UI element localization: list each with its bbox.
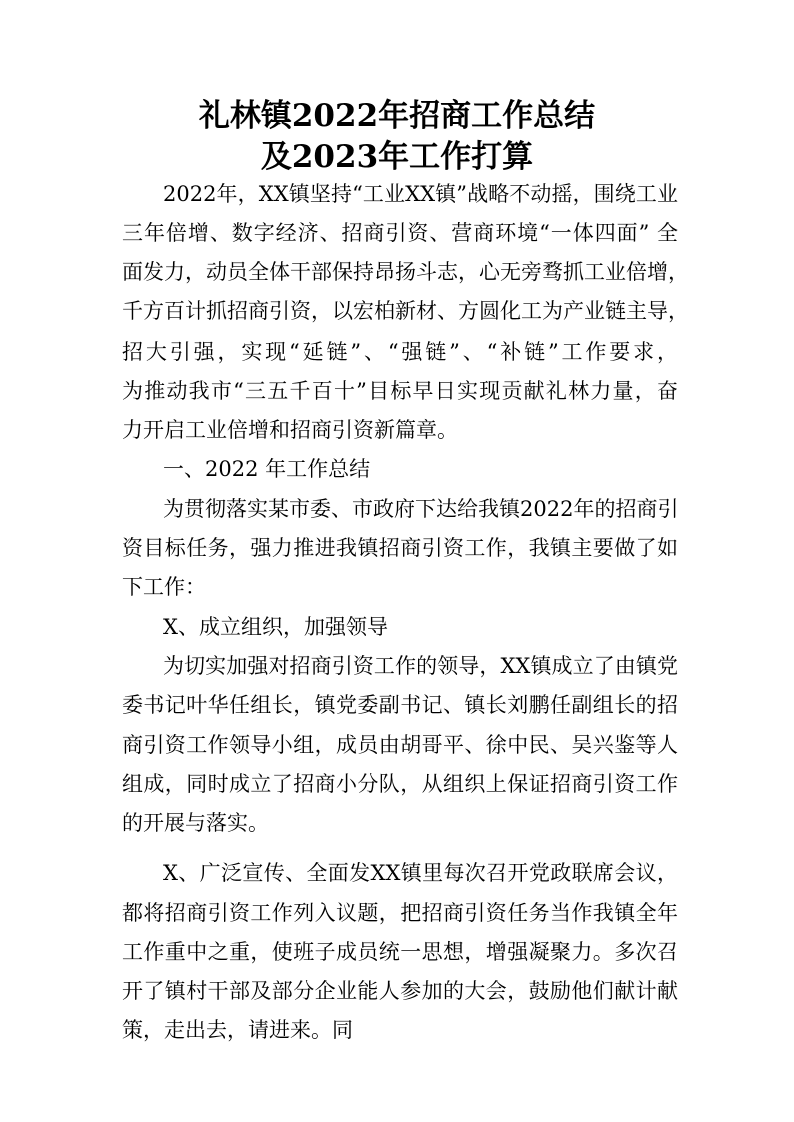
subsection-2-line: 开了镇村干部及部分企业能人参加的大会，鼓励他们献计献 bbox=[122, 979, 678, 1003]
subsection-2-line: 策，走出去，请进来。同 bbox=[122, 1018, 353, 1042]
section-1-line: 资目标任务，强力推进我镇招商引资工作，我镇主要做了如 bbox=[122, 536, 678, 560]
subsection-1-line: 为切实加强对招商引资工作的领导，XX镇成立了由镇党 bbox=[163, 654, 678, 678]
subsection-2-line: X、广泛宣传、全面发XX镇里每次召开党政联席会议， bbox=[163, 861, 678, 885]
subsection-1-heading: X、成立组织，加强领导 bbox=[163, 615, 388, 639]
section-1-line: 下工作： bbox=[122, 575, 206, 599]
section-1-heading: 一、2022 年工作总结 bbox=[163, 457, 371, 481]
intro-line: 面发力，动员全体干部保持昂扬斗志，心无旁骛抓工业倍增， bbox=[122, 260, 689, 284]
subsection-1-line: 商引资工作领导小组，成员由胡哥平、徐中民、吴兴鉴等人 bbox=[122, 733, 678, 757]
intro-line: 三年倍增、数字经济、招商引资、营商环境“一体四面” 全 bbox=[122, 221, 678, 245]
intro-line: 力开启工业倍增和招商引资新篇章。 bbox=[122, 418, 458, 442]
intro-line: 千方百计抓招商引资，以宏柏新材、方圆化工为产业链主导， bbox=[122, 299, 689, 323]
intro-line: 2022年，XX镇坚持“工业XX镇”战略不动摇，围绕工业 bbox=[163, 182, 678, 206]
document-title-line-2: 及2023年工作打算 bbox=[260, 139, 534, 175]
subsection-2-line: 都将招商引资工作列入议题，把招商引资任务当作我镇全年 bbox=[122, 901, 678, 925]
subsection-2-line: 工作重中之重，使班子成员统一思想，增强凝聚力。多次召 bbox=[122, 940, 678, 964]
subsection-1-line: 委书记叶华任组长，镇党委副书记、镇长刘鹏任副组长的招 bbox=[122, 693, 678, 717]
document-title-line-1: 礼林镇2022年招商工作总结 bbox=[198, 98, 596, 134]
intro-line: 招大引强，实现“延链”、“强链”、“补链”工作要求， bbox=[122, 340, 678, 364]
section-1-line: 为贯彻落实某市委、市政府下达给我镇2022年的招商引 bbox=[163, 497, 679, 521]
intro-line: 为推动我市“三五千百十”目标早日实现贡献礼林力量，奋 bbox=[122, 379, 678, 403]
subsection-1-line: 组成，同时成立了招商小分队，从组织上保证招商引资工作 bbox=[122, 772, 678, 796]
subsection-1-line: 的开展与落实。 bbox=[122, 811, 269, 835]
